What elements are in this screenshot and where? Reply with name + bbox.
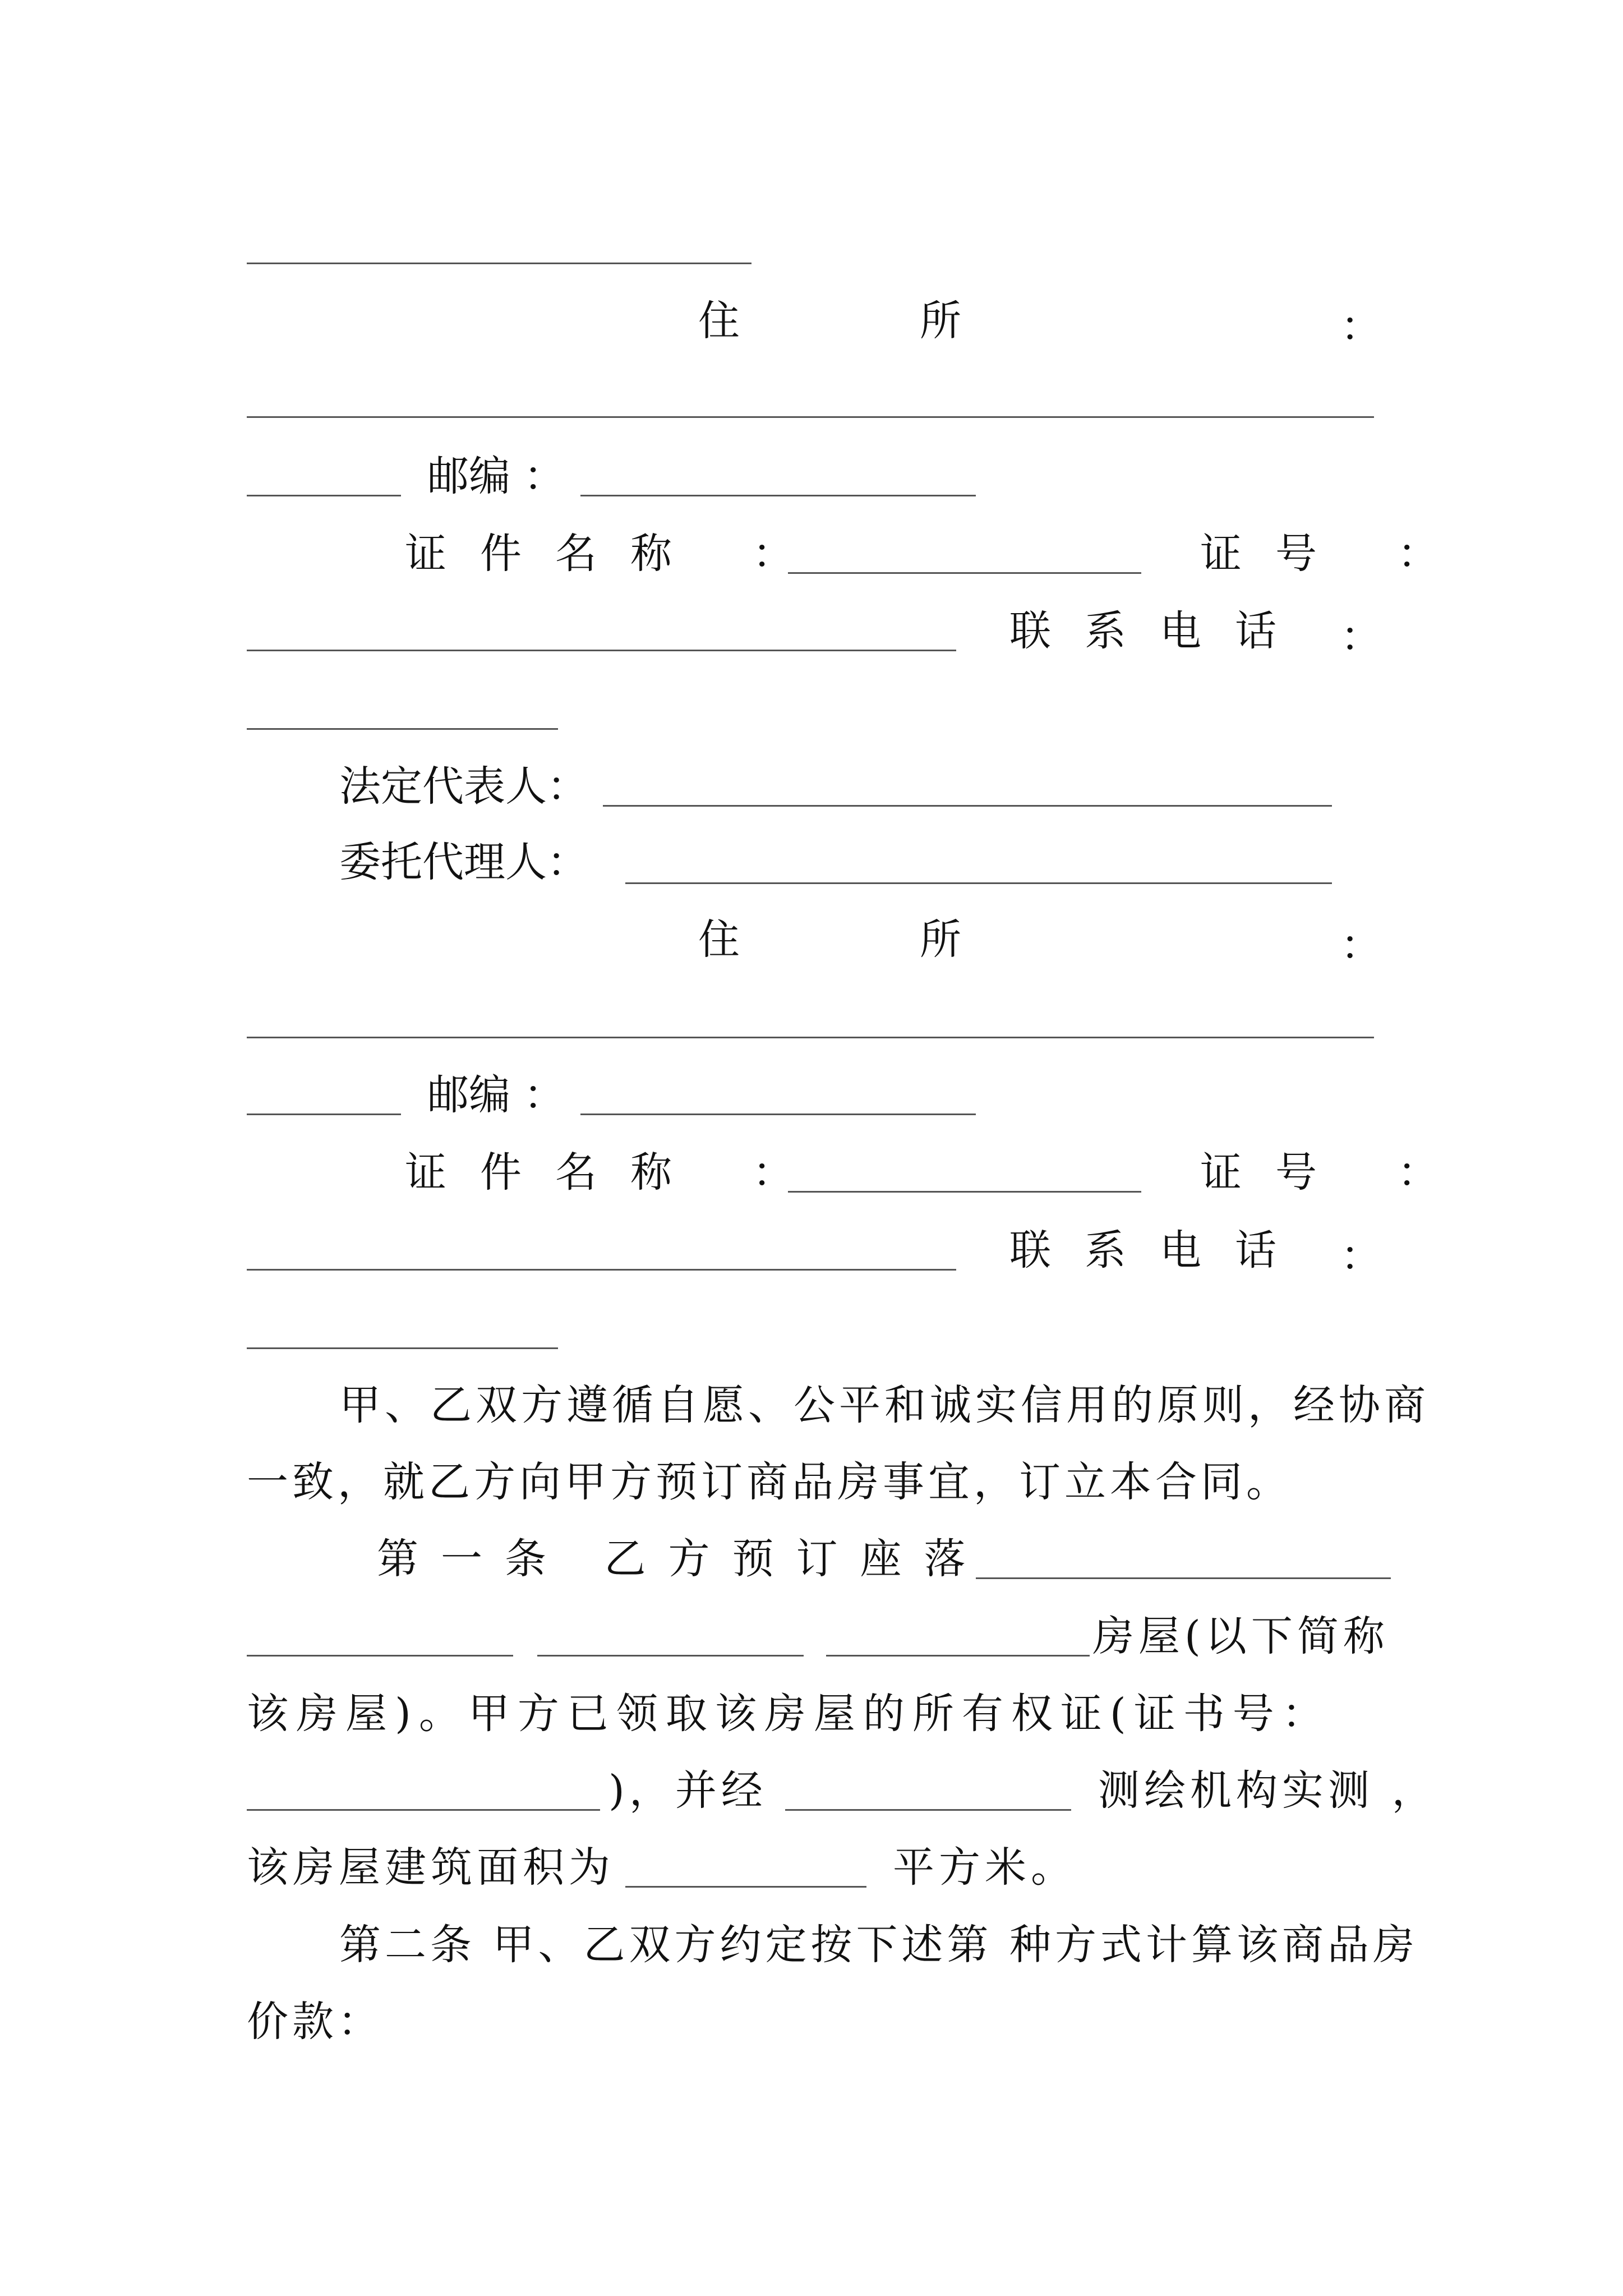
article-1-line-4-tail: 测绘机构实测 ， — [1098, 1766, 1438, 1815]
article-1-line-4-mid: )，并经 — [608, 1766, 767, 1815]
article-1-line-3: 该房屋)。甲方已领取该房屋的所有权证(证书号： — [247, 1690, 1331, 1738]
article-1-line-1: 第一条 乙方预订座落 — [377, 1535, 988, 1583]
location-blank[interactable] — [976, 1577, 1391, 1579]
postcode-prefix-blank — [247, 495, 401, 496]
area-blank[interactable] — [625, 1886, 866, 1888]
legal-rep-label: 法定代表人： — [339, 762, 588, 811]
postcode-blank[interactable] — [580, 495, 976, 496]
b-phone-label: 联系电话 — [1009, 1226, 1310, 1274]
intro-line-2: 一致，就乙方向甲方预订商品房事宜，订立本合同。 — [247, 1458, 1292, 1506]
b-postcode-prefix-blank — [247, 1114, 401, 1115]
id-no-blank[interactable] — [247, 650, 956, 651]
article-1-line-2-tail: 房屋(以下简称 — [1092, 1612, 1389, 1660]
id-name-label: 证件名称 ： — [405, 530, 828, 578]
b-phone-blank[interactable] — [247, 1347, 558, 1349]
address-blank[interactable] — [247, 416, 1374, 418]
b-address-colon: ： — [1340, 921, 1382, 969]
postcode-label: 邮编 ： — [427, 452, 565, 500]
survey-agency-blank[interactable] — [785, 1809, 1071, 1811]
phone-blank[interactable] — [247, 728, 558, 730]
blank-line-top — [247, 263, 751, 264]
article-2-line-2: 价款： — [247, 1998, 383, 2046]
b-id-name-blank[interactable] — [788, 1191, 1141, 1193]
id-name-blank[interactable] — [788, 572, 1141, 574]
legal-rep-blank[interactable] — [603, 805, 1332, 807]
b-id-no-label: 证号 ： — [1200, 1148, 1473, 1197]
address-label-char1: 住 — [698, 297, 740, 345]
phone-colon: ： — [1340, 613, 1382, 661]
b-postcode-blank[interactable] — [580, 1114, 976, 1115]
agent-label: 委托代理人： — [339, 838, 588, 886]
address-label-char2: 所 — [920, 297, 961, 345]
location-blank-3[interactable] — [537, 1655, 804, 1657]
b-address-label-char1: 住 — [698, 915, 740, 964]
article-1-line-5-tail: 平方米。 — [893, 1843, 1077, 1892]
location-blank-4[interactable] — [826, 1655, 1090, 1657]
certificate-no-blank[interactable] — [247, 1809, 600, 1811]
b-address-label-char2: 所 — [920, 915, 961, 964]
intro-line-1: 甲、乙双方遵循自愿、公平和诚实信用的原则，经协商 — [339, 1381, 1430, 1429]
article-2-line-1: 第二条 甲、乙双方约定按下述第 种方式计算该商品房 — [339, 1921, 1419, 1969]
agent-blank[interactable] — [625, 882, 1332, 884]
location-blank-2[interactable] — [247, 1655, 513, 1657]
b-id-no-blank[interactable] — [247, 1269, 956, 1271]
phone-label: 联系电话 — [1009, 607, 1310, 655]
b-id-name-label: 证件名称 ： — [405, 1148, 828, 1197]
article-1-line-5-head: 该房屋建筑面积为 — [247, 1843, 615, 1892]
b-address-blank[interactable] — [247, 1037, 1374, 1038]
id-no-label: 证号 ： — [1200, 530, 1473, 578]
b-postcode-label: 邮编 ： — [427, 1071, 565, 1119]
address-colon: ： — [1340, 302, 1382, 351]
b-phone-colon: ： — [1340, 1232, 1382, 1280]
